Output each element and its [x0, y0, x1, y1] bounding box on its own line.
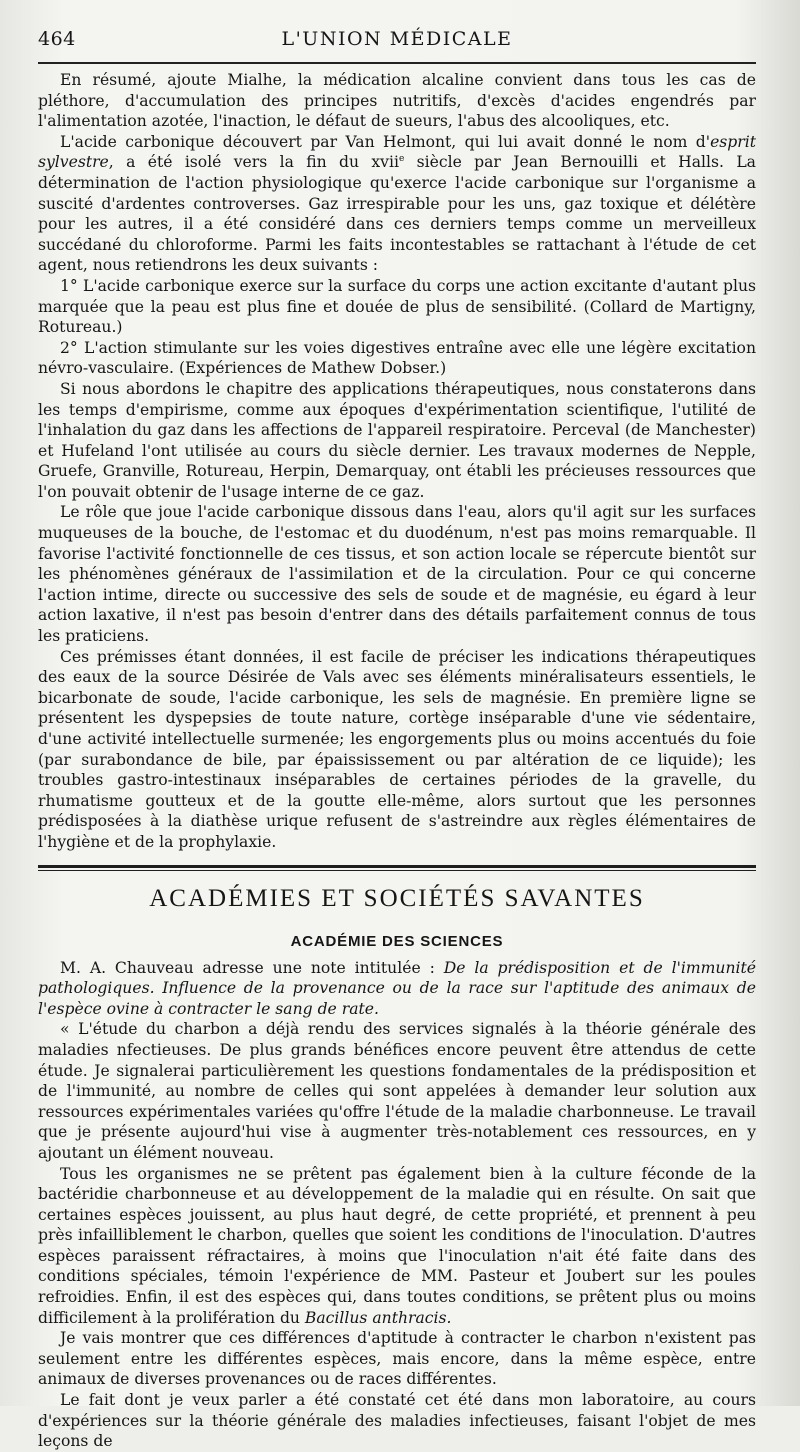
paragraph-fact-2: 2° L'action stimulante sur les voies digestives entraîne avec elle une légère excitation névro-vasculaire. (Expériences de Mathew Dobser.)	[38, 338, 756, 378]
paragraph-charbon-study: « L'étude du charbon a déjà rendu des services signalés à la théorie générale des maladies nfectieuses. De plus grands bénéfices encore peuvent être attendus de cette étude. Je signalerai particulièrement les questions fondamentales de la prédisposition et de l'immunité, au nombre de celles qui sont appelées à demander leur solution aux ressources expérimentales variées qu'offre l'étude de la maladie charbonneuse. Le travail que je présente aujourd'hui vise à augmenter très-notablement ces ressources, en y ajoutant un élément nouveau.	[38, 1020, 756, 1162]
paragraph-carbonic-acid: L'acide carbonique découvert par Van Helmont, qui lui avait donné le nom d'esprit sylvestre, a été isolé vers la fin du xvii$^e$ siècle par Jean Bernouilli et Halls. La détermination de l'action physiologique qu'exerce l'acide carbonique sur l'organisme a suscité d'ardentes controverses. Gaz irrespirable pour les uns, gaz toxique et délétère pour les autres, il a été considéré dans ces derniers temps comme un merveilleux succédané du chloroforme. Parmi les faits incontestables se rattachant à l'étude de cet agent, nous retiendrons les deux suivants :	[38, 132, 756, 275]
paragraph-organisms: Tous les organismes ne se prêtent pas également bien à la culture féconde de la bactéridie charbonneuse et au développement de la maladie qui en résulte. On sait que certaines espèces jouissent, au plus haut degré, de cette propriété, et prennent à peu près infailliblement le charbon, quelles que soient les conditions de l'inoculation. D'autres espèces paraissent réfractaires, à moins que l'inoculation n'ait été faite dans des conditions spéciales, témoin l'expérience de MM. Pasteur et Joubert sur les poules refroidies. Enfin, il est des espèces qui, dans toutes conditions, se prêtent plus ou moins difficilement à la prolifération du Bacillus anthracis.	[38, 1164, 756, 1327]
subsection-title: ACADÉMIE DES SCIENCES	[290, 932, 504, 950]
paragraph-therapeutic: Si nous abordons le chapitre des applications thérapeutiques, nous constaterons dans les temps d'empirisme, comme aux époques d'expérimentation scientifique, l'utilité de l'inhalation du gaz dans les affections de l'appareil respiratoire. Perceval (de Manchester) et Hufeland l'ont utilisée au cours du siècle dernier. Les travaux modernes de Nepple, Gruefe, Granville, Rotureau, Herpin, Demarquay, ont établi les précieuses ressources que l'on pouvait obtenir de l'usage interne de ce gaz.	[38, 379, 756, 501]
section-title: ACADÉMIES ET SOCIÉTÉS SAVANTES	[149, 884, 645, 912]
paragraph-indications: Ces prémisses étant données, il est facile de préciser les indications thérapeutiques des eaux de la source Désirée de Vals avec ses éléments minéralisateurs essentiels, le bicarbonate de soude, l'acide carbonique, les sels de magnésie. En première ligne se présentent les dyspepsies de toute nature, cortège inséparable d'une vie sédentaire, d'une activité intellectuelle surmenée; les engorgements plus ou moins accentués du foie (par surabondance de bile, par épaississement ou par altération de ce liquide); les troubles gastro-intestinaux inséparables de certaines périodes de la gravelle, du rhumatisme goutteux et de la goutte elle-même, alors surtout que les personnes prédisposées à la diathèse urique refusent de s'astreindre aux règles élémentaires de l'hygiène et de la prophylaxie.	[38, 647, 756, 851]
running-title: L'UNION MÉDICALE	[281, 28, 513, 50]
page-number: 464	[38, 28, 76, 50]
paragraph-fact-1: 1° L'acide carbonique exerce sur la surface du corps une action excitante d'autant plus marquée que la peau est plus fine et douée de plus de sensibilité. (Collard de Martigny, Rotureau.)	[38, 276, 756, 337]
paragraph-laboratory: Le fait dont je veux parler a été constaté cet été dans mon laboratoire, au cours d'expériences sur la théorie générale des maladies infectieuses, faisant l'objet de mes leçons de	[38, 1391, 756, 1451]
section-divider	[38, 865, 756, 871]
page-header	[38, 18, 756, 58]
header-rule	[38, 62, 756, 64]
section-body	[38, 958, 756, 1452]
paragraph-role: Le rôle que joue l'acide carbonique dissous dans l'eau, alors qu'il agit sur les surfaces muqueuses de la bouche, de l'estomac et du duodénum, n'est pas moins remarquable. Il favorise l'activité fonctionnelle de ces tissus, et son action locale se répercute bientôt sur les phénomènes généraux de l'assimilation et de la circulation. Pour ce qui concerne l'action intime, directe ou successive des sels de soude et de magnésie, eu égard à leur action laxative, il n'est pas besoin d'entrer dans des détails parfaitement connus de tous les praticiens.	[38, 503, 756, 646]
paragraph-note-title: M. A. Chauveau adresse une note intitulée : De la prédisposition et de l'immunité pathologiques. Influence de la provenance ou de la race sur l'aptitude des animaux de l'espèce ovine à contracter le sang de rate.	[38, 958, 756, 1018]
article-body	[38, 70, 756, 853]
paragraph-differences: Je vais montrer que ces différences d'aptitude à contracter le charbon n'existent pas seulement entre les différentes espèces, mais encore, dans la même espèce, entre animaux de diverses provenances ou de races différentes.	[38, 1329, 756, 1389]
paragraph-summary: En résumé, ajoute Mialhe, la médication alcaline convient dans tous les cas de pléthore, d'accumulation des principes nutritifs, d'excès d'acides engendrés par l'alimentation azotée, l'inaction, le défaut de sueurs, l'abus des alcooliques, etc.	[38, 71, 756, 131]
